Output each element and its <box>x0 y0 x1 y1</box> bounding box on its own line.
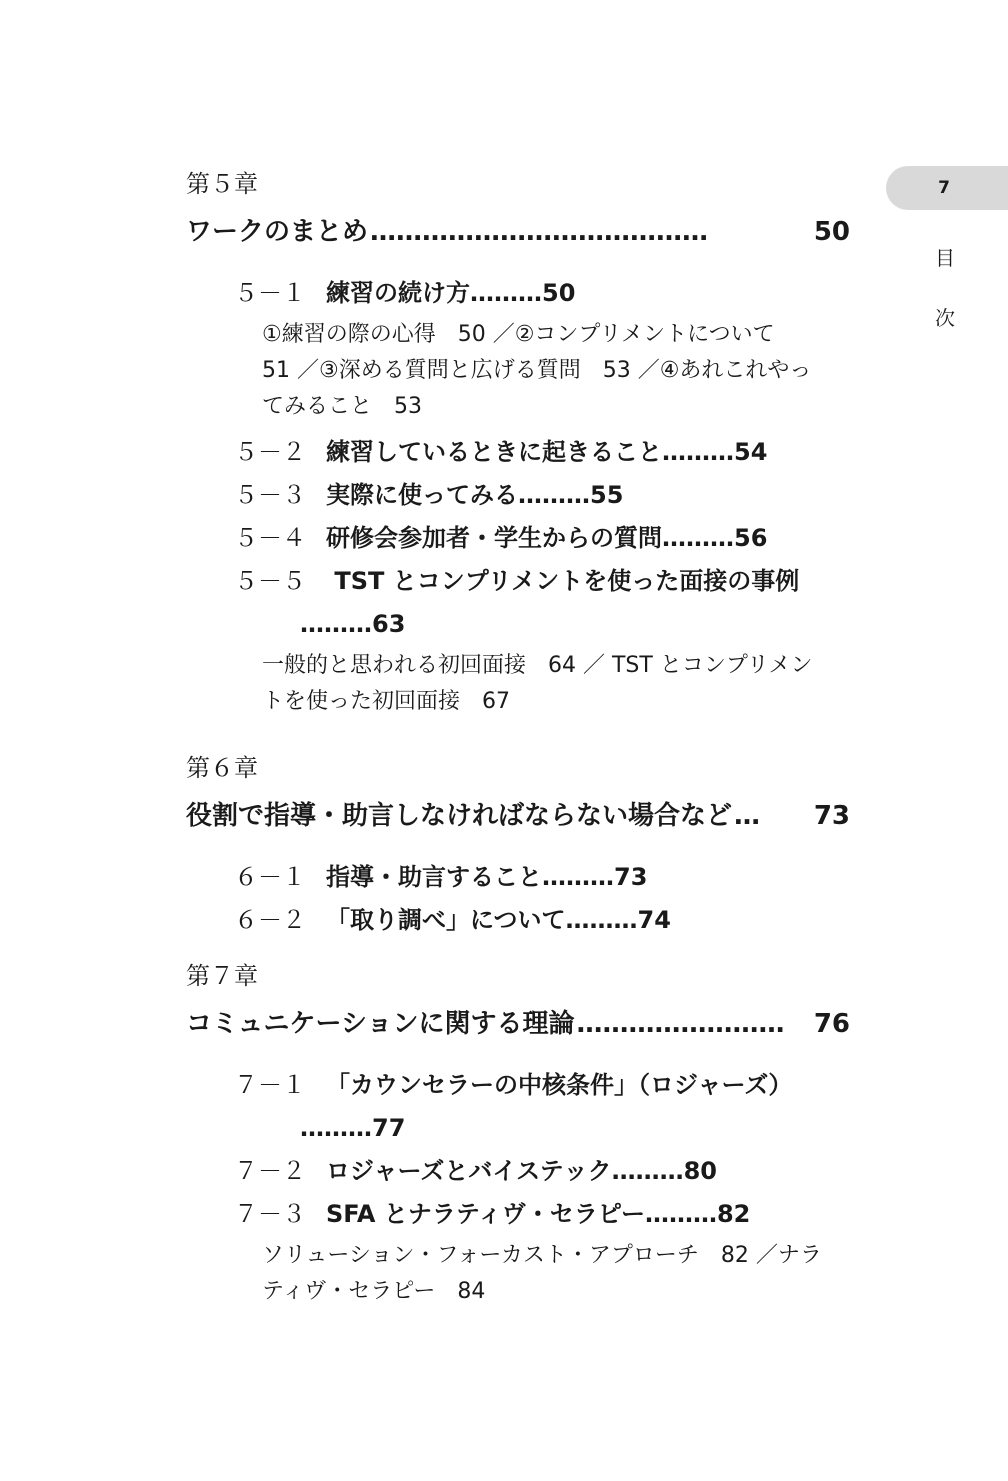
chapter-page: 76 <box>813 1009 850 1039</box>
chapter-5 <box>186 166 850 726</box>
chapter-label: 第５章 <box>186 170 258 198</box>
chapter-6 <box>186 750 850 942</box>
section-list <box>234 272 850 726</box>
side-label <box>933 228 957 348</box>
chapter-title: コミュニケーションに関する理論 <box>186 1009 575 1039</box>
section-number: ６－１ <box>234 863 306 891</box>
section-number: ５－２ <box>234 438 306 466</box>
side-label-char: 目 <box>935 246 955 270</box>
subsection-line: てみること 53 <box>262 394 422 419</box>
chapter-page: 73 <box>813 801 850 831</box>
section-number: ７－２ <box>234 1157 306 1185</box>
chapter-page: 50 <box>813 217 850 247</box>
section-number: ５－５ <box>234 567 306 595</box>
section-entry <box>234 1064 850 1150</box>
chapter-title: ワークのまとめ <box>186 217 369 247</box>
section-title: 「カウンセラーの中核条件」（ロジャーズ） <box>326 1071 793 1099</box>
section-title: 指導・助言すること………73 <box>326 863 648 891</box>
section-number: ５－４ <box>234 524 306 552</box>
section-list <box>234 856 850 942</box>
section-title: ロジャーズとバイステック………80 <box>326 1157 717 1185</box>
section-entry <box>234 431 850 474</box>
section-title: 実際に使ってみる………55 <box>326 481 624 509</box>
section-entry <box>234 517 850 560</box>
subsection-list <box>262 1236 850 1316</box>
table-of-contents <box>186 166 850 1316</box>
leader-dots: … <box>734 801 761 831</box>
chapter-label: 第６章 <box>186 754 258 782</box>
section-entry <box>234 560 850 646</box>
subsection-line: 一般的と思われる初回面接 64 ／ TST とコンプリメン <box>262 653 813 678</box>
section-page-continuation: ………77 <box>300 1114 406 1142</box>
section-entry <box>234 474 850 517</box>
subsection-line: 51 ／③深める質問と広げる質問 53 ／④あれこれやっ <box>262 358 812 383</box>
chapter-title: 役割で指導・助言しなければならない場合など <box>186 801 733 831</box>
side-label-char: 次 <box>935 306 955 330</box>
page-number: 7 <box>938 178 950 198</box>
section-title: TST とコンプリメントを使った面接の事例 <box>326 567 800 595</box>
chapter-7 <box>186 958 850 1316</box>
subsection-line: ①練習の際の心得 50 ／②コンプリメントについて <box>262 322 775 347</box>
section-number: ５－１ <box>234 279 306 307</box>
leader-dots: …………………… <box>576 1009 785 1039</box>
subsection-list <box>262 646 850 726</box>
section-title: 練習しているときに起きること………54 <box>326 438 768 466</box>
section-number: ５－３ <box>234 481 306 509</box>
section-list <box>234 1064 850 1316</box>
section-number: ７－３ <box>234 1200 306 1228</box>
section-entry <box>234 272 850 315</box>
section-entry <box>234 1193 850 1236</box>
section-number: ７－１ <box>234 1071 306 1099</box>
subsection-line: ティヴ・セラピー 84 <box>262 1279 486 1304</box>
subsection-line: トを使った初回面接 67 <box>262 689 510 714</box>
section-entry <box>234 856 850 899</box>
section-title: SFA とナラティヴ・セラピー………82 <box>326 1200 751 1228</box>
section-entry <box>234 1150 850 1193</box>
section-page-continuation: ………63 <box>300 610 406 638</box>
subsection-line: ソリューション・フォーカスト・アプローチ 82 ／ナラ <box>262 1243 822 1268</box>
section-entry <box>234 899 850 942</box>
section-title: 「取り調べ」について………74 <box>326 906 671 934</box>
chapter-title-row <box>186 212 850 252</box>
section-number: ６－２ <box>234 906 306 934</box>
subsection-list <box>262 315 850 431</box>
chapter-label: 第７章 <box>186 962 258 990</box>
section-title: 研修会参加者・学生からの質問………56 <box>326 524 768 552</box>
chapter-title-row <box>186 796 850 836</box>
chapter-title-row <box>186 1004 850 1044</box>
section-title: 練習の続け方………50 <box>326 279 576 307</box>
leader-dots: ………………………………… <box>370 217 709 247</box>
